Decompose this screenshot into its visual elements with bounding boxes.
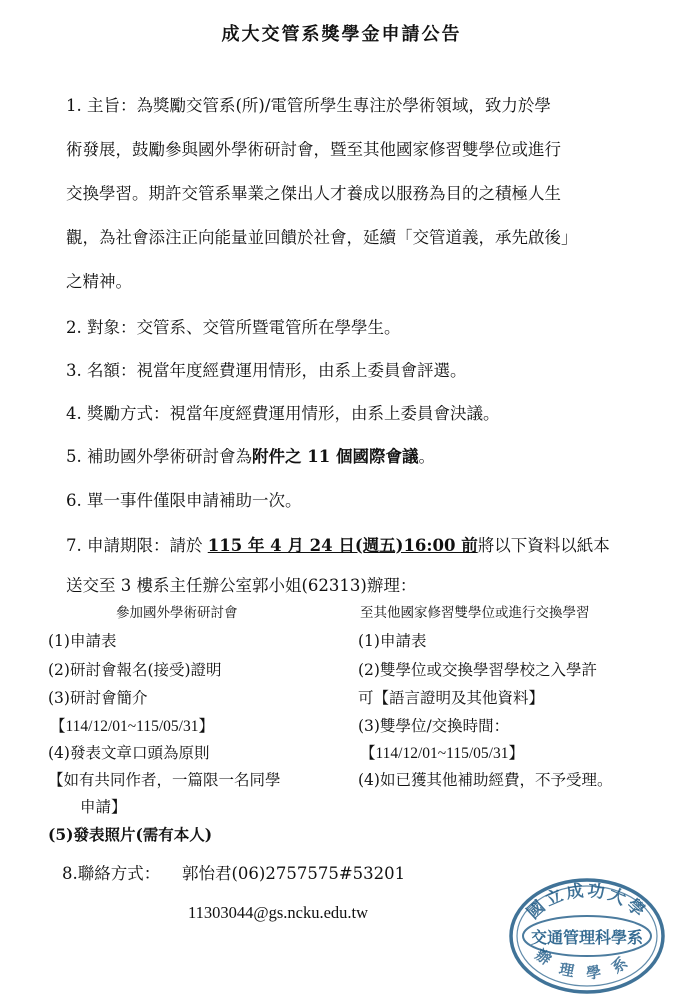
deadline-date: 115 年 4 月 24 日(週五)16:00 前 bbox=[207, 536, 478, 555]
right-req-2-cont: 可【語言證明及其他資料】 bbox=[358, 689, 545, 707]
left-req-2: (2)研討會報名(接受)證明 bbox=[48, 661, 222, 679]
item-2-eligibility: 2. 對象：交管系、交管所暨電管所在學學生。 bbox=[66, 318, 401, 337]
left-req-4-note: 【如有共同作者，一篇限一名同學 bbox=[48, 771, 281, 789]
svg-text:交通管理科學系: 交通管理科學系 bbox=[530, 928, 644, 947]
right-column-header: 至其他國家修習雙學位或進行交換學習 bbox=[360, 605, 590, 621]
left-req-5: (5)發表照片(需有本人) bbox=[48, 825, 213, 844]
item-1-line-5: 之精神。 bbox=[66, 272, 132, 291]
item-5-attachment-link: 附件之 11 個國際會議 bbox=[252, 447, 419, 466]
item-5-conferences bbox=[66, 443, 646, 467]
contact-person-phone: 郭怡君(06)2757575#53201 bbox=[182, 864, 406, 883]
page-title: 成大交管系獎學金申請公告 bbox=[221, 24, 462, 45]
contact-label: 8.聯絡方式： bbox=[62, 864, 161, 883]
item-7-line-2: 送交至 3 樓系主任辦公室郭小姐(62313)辦理： bbox=[66, 576, 417, 595]
item-6-limit: 6. 單一事件僅限申請補助一次。 bbox=[66, 491, 302, 510]
left-req-3-period: 【114/12/01~115/05/31】 bbox=[50, 718, 214, 735]
item-1-line-3: 交換學習。期許交管系畢業之傑出人才養成以服務為目的之積極人生 bbox=[66, 184, 561, 203]
right-req-3-period: 【114/12/01~115/05/31】 bbox=[360, 745, 524, 762]
item-3-quota: 3. 名額：視當年度經費運用情形，由系上委員會評選。 bbox=[66, 361, 467, 380]
item-1-line-2: 術發展，鼓勵參與國外學術研討會，暨至其他國家修習雙學位或進行 bbox=[66, 140, 561, 159]
item-5-text: 5. 補助國外學術研討會為 bbox=[66, 447, 252, 466]
item-4-award-method: 4. 獎勵方式：視當年度經費運用情形，由系上委員會決議。 bbox=[66, 404, 500, 423]
department-seal bbox=[506, 876, 666, 994]
right-req-3: (3)雙學位/交換時間： bbox=[358, 717, 510, 735]
contact-email: 11303044@gs.ncku.edu.tw bbox=[188, 903, 369, 922]
item-1-line-4: 觀，為社會添注正向能量並回饋於社會，延續「交管道義，承先啟後」 bbox=[66, 228, 578, 247]
item-5-period: 。 bbox=[418, 447, 435, 466]
svg-text:國立成功大學: 國立成功大學 bbox=[523, 880, 651, 924]
right-req-1: (1)申請表 bbox=[358, 632, 427, 650]
left-column-header: 參加國外學術研討會 bbox=[116, 605, 238, 621]
item-1-line-1: 1. 主旨：為獎勵交管系(所)/電管所學生專注於學術領域，致力於學 bbox=[66, 96, 551, 115]
item-7-prefix: 7. 申請期限：請於 bbox=[66, 536, 208, 555]
left-req-1: (1)申請表 bbox=[48, 632, 117, 650]
item-7-suffix: 將以下資料以紙本 bbox=[477, 536, 610, 555]
left-req-4-note-end: 申請】 bbox=[80, 798, 127, 816]
left-req-3: (3)研討會簡介 bbox=[48, 689, 148, 707]
left-req-4: (4)發表文章口頭為原則 bbox=[48, 744, 210, 762]
right-req-2: (2)雙學位或交換學習學校之入學許 bbox=[358, 661, 597, 679]
svg-text:辦理學系: 辦理學系 bbox=[531, 945, 643, 984]
right-req-4: (4)如已獲其他補助經費，不予受理。 bbox=[358, 771, 613, 789]
